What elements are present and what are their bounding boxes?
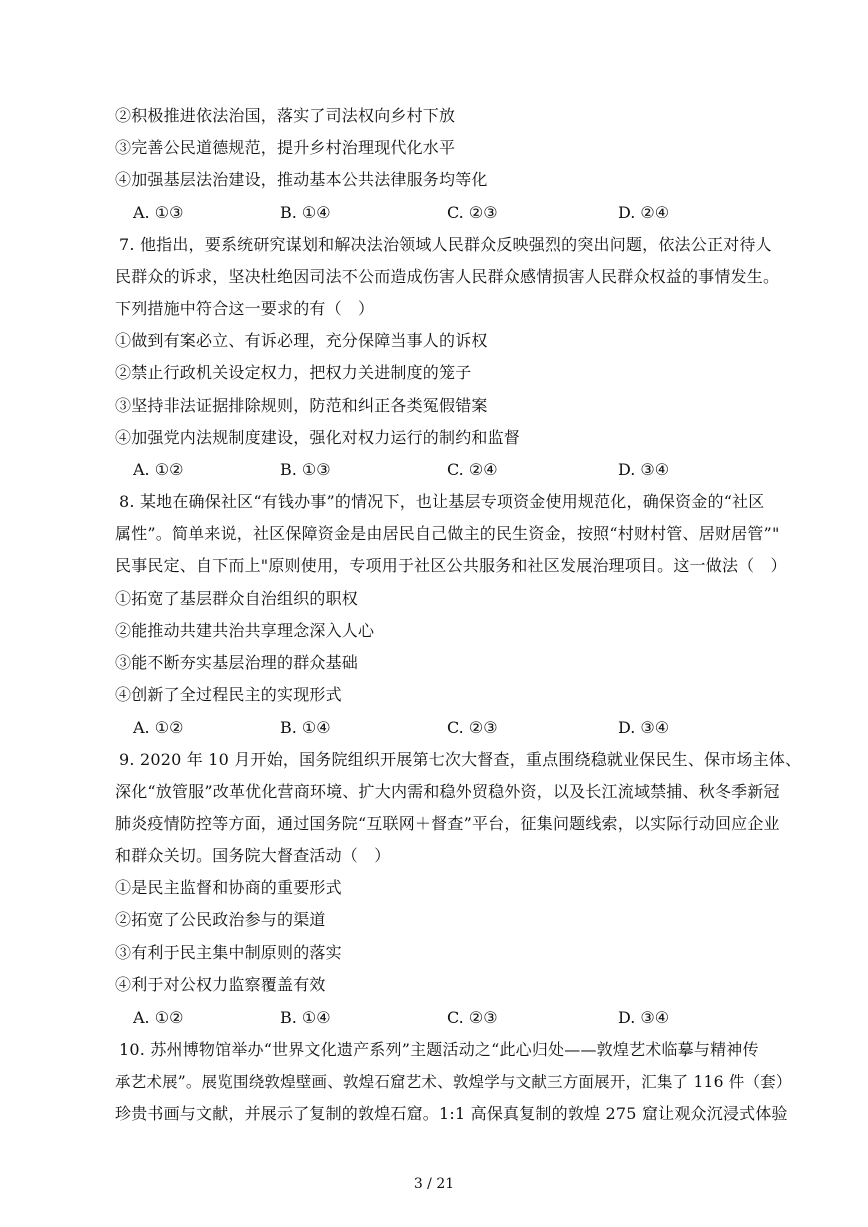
q7-item-1: ①做到有案必立、有诉必理，充分保障当事人的诉权: [115, 331, 488, 350]
q9-stem-line-4: 和群众关切。国务院大督查活动（ ）: [115, 846, 391, 865]
q8-option-c: C. ②③: [447, 718, 498, 737]
q10-stem-line-2: 承艺术展”。展览围绕敦煌壁画、敦煌石窟艺术、敦煌学与文献三方面展开，汇集了 116 件（套）: [115, 1073, 792, 1091]
q6-options: [133, 203, 733, 223]
q8-item-1: ①拓宽了基层群众自治组织的职权: [115, 589, 359, 608]
q8-stem-line-2: 属性”。简单来说，社区保障资金是由居民自己做主的民生资金，按照“村财村管、居财居管”": [115, 524, 780, 543]
q6-option-d: D. ②④: [618, 203, 670, 222]
q9-options: [133, 1008, 733, 1028]
q7-item-2: ②禁止行政机关设定权力，把权力关进制度的笼子: [115, 363, 472, 382]
q9-item-3: ③有利于民主集中制原则的落实: [115, 943, 342, 962]
q9-item-1: ①是民主监督和协商的重要形式: [115, 878, 342, 897]
q8-option-b: B. ①④: [280, 718, 331, 737]
q9-stem-line-3: 肺炎疫情防控等方面，通过国务院“互联网＋督查”平台，征集问题线索，以实际行动回应企业: [115, 814, 780, 833]
q7-stem-line-2: 民群众的诉求，坚决杜绝因司法不公而造成伤害人民群众感情损害人民群众权益的事情发生。: [115, 267, 780, 286]
q10-stem-line-3: 珍贵书画与文献，并展示了复制的敦煌石窟。1:1 高保真复制的敦煌 275 窟让观众沉浸式体验: [115, 1104, 788, 1123]
q9-stem-line-1: 9. 2020 年 10 月开始，国务院组织开展第七次大督查，重点围绕稳就业保民生、保市场主体、: [119, 750, 802, 769]
q9-option-c: C. ②③: [447, 1008, 498, 1027]
page-number: 3 / 21: [413, 1176, 455, 1192]
q8-item-2: ②能推动共建共治共享理念深入人心: [115, 621, 375, 640]
q7-option-d: D. ③④: [618, 460, 670, 479]
q6-option-a: A. ①③: [133, 203, 184, 222]
q8-stem-line-1: 8. 某地在确保社区“有钱办事”的情况下，也让基层专项资金使用规范化，确保资金的“社区: [119, 492, 765, 511]
q9-item-4: ④利于对公权力监察覆盖有效: [115, 975, 326, 994]
q7-options: [133, 460, 733, 480]
q7-stem-line-3: 下列措施中符合这一要求的有（ ）: [115, 299, 375, 318]
q9-stem-line-2: 深化“放管服”改革优化营商环境、扩大内需和稳外贸稳外资，以及长江流域禁捕、秋冬季新冠: [115, 782, 780, 801]
q8-stem-line-3: 民事民定、自下而上"原则使用，专项用于社区公共服务和社区发展治理项目。这一做法（ ）: [115, 556, 787, 575]
q9-option-a: A. ①②: [133, 1008, 184, 1027]
q6-option-c: C. ②③: [447, 203, 498, 222]
q8-item-4: ④创新了全过程民主的实现形式: [115, 685, 342, 704]
q8-option-d: D. ③④: [618, 718, 670, 737]
q9-item-2: ②拓宽了公民政治参与的渠道: [115, 910, 326, 929]
q8-options: [133, 718, 733, 738]
q7-item-4: ④加强党内法规制度建设，强化对权力运行的制约和监督: [115, 428, 521, 447]
q7-option-c: C. ②④: [447, 460, 498, 479]
q9-option-b: B. ①④: [280, 1008, 331, 1027]
q7-option-b: B. ①③: [280, 460, 331, 479]
q6-item-3: ③完善公民道德规范，提升乡村治理现代化水平: [115, 138, 456, 157]
q9-option-d: D. ③④: [618, 1008, 670, 1027]
q6-item-2: ②积极推进依法治国，落实了司法权向乡村下放: [115, 106, 456, 125]
q8-option-a: A. ①②: [133, 718, 184, 737]
q7-item-3: ③坚持非法证据排除规则，防范和纠正各类冤假错案: [115, 396, 488, 415]
q6-item-4: ④加强基层法治建设，推动基本公共法律服务均等化: [115, 170, 488, 189]
q8-item-3: ③能不断夯实基层治理的群众基础: [115, 653, 359, 672]
q6-option-b: B. ①④: [280, 203, 331, 222]
q10-stem-line-1: 10. 苏州博物馆举办“世界文化遗产系列”主题活动之“此心归处——敦煌艺术临摹与精神传: [119, 1040, 759, 1059]
q7-stem-line-1: 7. 他指出，要系统研究谋划和解决法治领域人民群众反映强烈的突出问题，依法公正对待人: [119, 235, 772, 254]
q7-option-a: A. ①②: [133, 460, 184, 479]
